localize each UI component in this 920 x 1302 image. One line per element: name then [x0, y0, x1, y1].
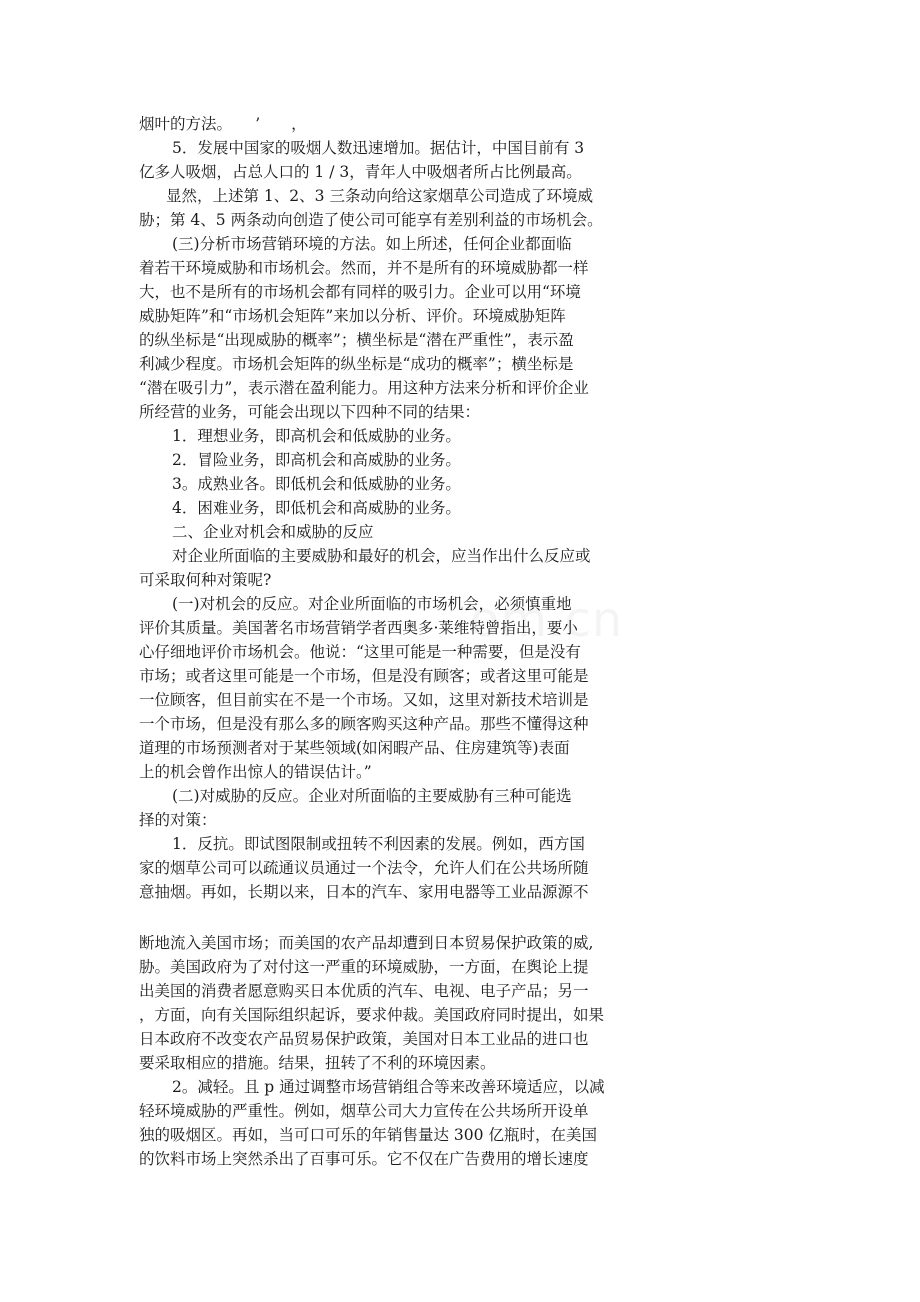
text-line: 所经营的业务，可能会出现以下四种不同的结果：	[139, 403, 481, 421]
text-line: 着若干环境威胁和市场机会。然而，并不是所有的环境威胁都一样	[139, 259, 589, 277]
list-item: 1．理想业务，即高机会和低威胁的业务。	[172, 427, 461, 445]
text-line: 道理的市场预测者对于某些领域(如闲暇产品、住房建筑等)表面	[139, 739, 570, 757]
list-item: 3。成熟业各。即低机会和低威胁的业务。	[172, 475, 461, 493]
text-line: 要采取相应的措施。结果，扭转了不利的环境因素。	[139, 1054, 496, 1072]
text-line: “潜在吸引力”，表示潜在盈利能力。用这种方法来分析和评价企业	[139, 379, 589, 397]
text-line: 家的烟草公司可以疏通议员通过一个法令，允许人们在公共场所随	[139, 859, 589, 877]
text-line: 意抽烟。再如，长期以来，日本的汽车、家用电器等工业品源源不	[139, 883, 589, 901]
text-line: 的纵坐标是“出现威胁的概率”；横坐标是“潜在严重性”，表示盈	[139, 331, 574, 349]
text-line: 心仔细地评价市场机会。他说：“这里可能是一种需要，但是没有	[139, 643, 581, 661]
text-line: 可采取何种对策呢?	[139, 571, 272, 589]
text-line: (三)分析市场营销环境的方法。如上所述，任何企业都面临	[172, 235, 572, 253]
text-line: 的饮料市场上突然杀出了百事可乐。它不仅在广告费用的增长速度	[139, 1150, 589, 1168]
text-line: 5．发展中国家的吸烟人数迅速增加。据估计，中国目前有 3	[172, 139, 585, 157]
text-line: 烟叶的方法。 ’ ，	[139, 115, 307, 133]
text-line: (一)对机会的反应。对企业所面临的市场机会，必须慎重地	[172, 595, 572, 613]
watermark: om.cn	[470, 592, 624, 648]
text-line: 1．反抗。即试图限制或扭转不利因素的发展。例如，西方国	[172, 835, 585, 853]
text-line: 轻环境威胁的严重性。例如，烟草公司大力宣传在公共场所开设单	[139, 1102, 589, 1120]
text-line: 胁。美国政府为了对付这一严重的环境威胁，一方面，在舆论上提	[139, 958, 589, 976]
text-line: 大，也不是所有的市场机会都有同样的吸引力。企业可以用“环境	[139, 283, 581, 301]
text-line: 市场；或者这里可能是一个市场，但是没有顾客；或者这里可能是	[139, 667, 589, 685]
text-line: 对企业所面临的主要威胁和最好的机会，应当作出什么反应或	[172, 547, 591, 565]
text-line: 出美国的消费者愿意购买日本优质的汽车、电视、电子产品；另一	[139, 982, 589, 1000]
text-line: ，方面，向有关国际组织起诉，要求仲裁。美国政府同时提出，如果	[139, 1006, 605, 1024]
text-line: 择的对策：	[139, 811, 217, 829]
text-line: 胁；第 4、5 两条动向创造了使公司可能享有差别利益的市场机会。	[139, 211, 603, 229]
text-line: (二)对威胁的反应。企业对所面临的主要威胁有三种可能选	[172, 787, 572, 805]
text-line: 独的吸烟区。再如，当可口可乐的年销售量达 300 亿瓶时，在美国	[139, 1126, 597, 1144]
section-heading: 二、企业对机会和威胁的反应	[172, 523, 374, 541]
text-line: 一个市场，但是没有那么多的顾客购买这种产品。那些不懂得这种	[139, 715, 589, 733]
text-line: 2。减轻。且 p 通过调整市场营销组合等来改善环境适应，以减	[172, 1078, 605, 1096]
text-line: 断地流入美国市场；而美国的农产品却遭到日本贸易保护政策的威,	[139, 934, 594, 952]
text-line: 亿多人吸烟，占总人口的 1 / 3，青年人中吸烟者所占比例最高。	[139, 163, 582, 181]
text-line: 一位顾客，但目前实在不是一个市场。又如，这里对新技术培训是	[139, 691, 589, 709]
list-item: 2．冒险业务，即高机会和高威胁的业务。	[172, 451, 461, 469]
text-line: 上的机会曾作出惊人的错误估计。”	[139, 763, 372, 781]
text-line: 显然，上述第 1、2、3 三条动向给这家烟草公司造成了环境威	[166, 187, 593, 205]
text-line: 评价其质量。美国著名市场营销学者西奥多·莱维特曾指出，要小	[139, 619, 578, 637]
text-line: 日本政府不改变农产品贸易保护政策，美国对日本工业品的进口也	[139, 1030, 589, 1048]
text-line: 威胁矩阵”和“市场机会矩阵”来加以分析、评价。环境威胁矩阵	[139, 307, 566, 325]
list-item: 4．困难业务，即低机会和高威胁的业务。	[172, 499, 461, 517]
text-line: 利减少程度。市场机会矩阵的纵坐标是“成功的概率”；横坐标是	[139, 355, 574, 373]
